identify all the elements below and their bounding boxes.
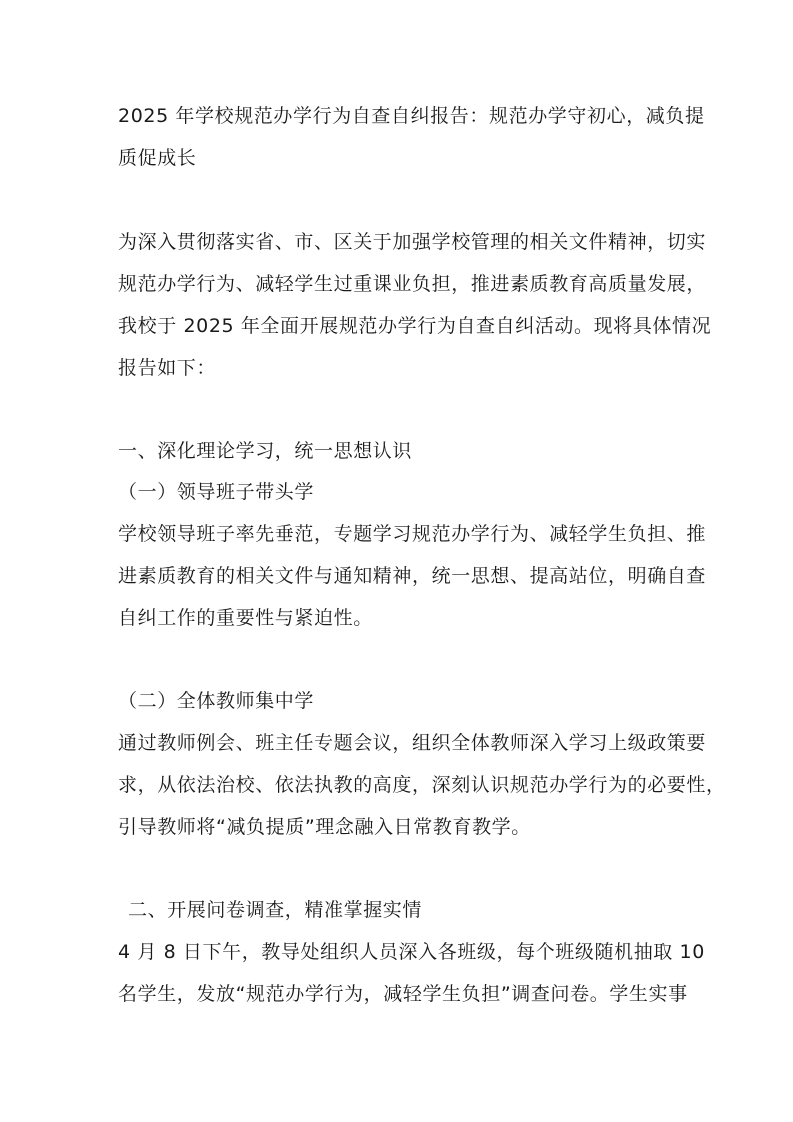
intro-line-2: 规范办学行为、减轻学生过重课业负担，推进素质教育高质量发展， xyxy=(118,273,707,295)
section1-sub1-line-3: 自纠工作的重要性与紧迫性。 xyxy=(118,607,373,629)
section2-line-2: 名学生，发放“规范办学行为，减轻学生负担”调查问卷。学生实事 xyxy=(118,983,688,1005)
section1-sub1-line-1: 学校领导班子率先垂范，专题学习规范办学行为、减轻学生负担、推 xyxy=(118,523,707,545)
intro-line-1: 为深入贯彻落实省、市、区关于加强学校管理的相关文件精神，切实 xyxy=(118,231,707,253)
section1-sub2-line-3: 引导教师将“减负提质”理念融入日常教育教学。 xyxy=(118,816,531,838)
section2-heading: 二、开展问卷调查，精准掌握实情 xyxy=(128,899,423,921)
section1-sub2-line-2: 求，从依法治校、依法执教的高度，深刻认识规范办学行为的必要性， xyxy=(118,774,726,796)
intro-line-3: 我校于 2025 年全面开展规范办学行为自查自纠活动。现将具体情况 xyxy=(118,315,712,337)
document-title-line-1: 2025 年学校规范办学行为自查自纠报告：规范办学守初心，减负提 xyxy=(118,105,705,127)
intro-line-4: 报告如下： xyxy=(118,357,217,379)
section1-sub1-heading: （一）领导班子带头学 xyxy=(118,481,315,503)
section1-sub2-line-1: 通过教师例会、班主任专题会议，组织全体教师深入学习上级政策要 xyxy=(118,732,707,754)
section1-sub1-line-2: 进素质教育的相关文件与通知精神，统一思想、提高站位，明确自查 xyxy=(118,565,707,587)
section1-sub2-heading: （二）全体教师集中学 xyxy=(118,690,315,712)
section1-heading: 一、深化理论学习，统一思想认识 xyxy=(118,440,413,462)
document-title-line-2: 质促成长 xyxy=(118,147,197,169)
section2-line-1: 4 月 8 日下午，教导处组织人员深入各班级，每个班级随机抽取 10 xyxy=(118,941,705,963)
